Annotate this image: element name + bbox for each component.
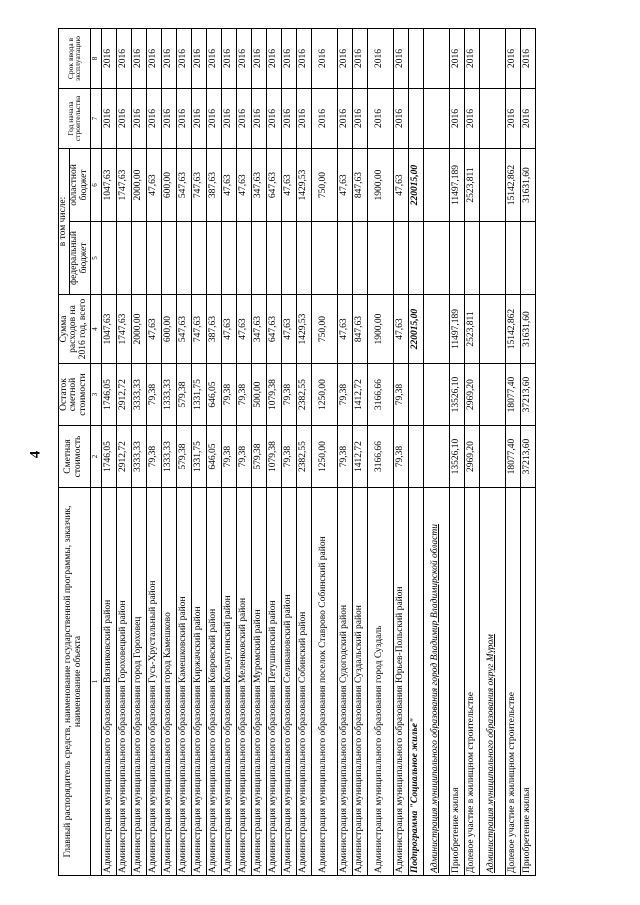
table-cell-c4: 47,63 bbox=[281, 295, 296, 364]
table-cell-c5 bbox=[206, 222, 221, 295]
table-cell-c2: 1333,33 bbox=[161, 426, 176, 488]
table-cell-c6: 750,00 bbox=[311, 149, 337, 222]
table-cell-c4 bbox=[479, 295, 505, 364]
table-cell-c3: 3166,66 bbox=[367, 364, 393, 426]
table-cell-c7: 2016 bbox=[281, 89, 296, 149]
table-cell-c5 bbox=[296, 222, 311, 295]
table-cell-c6: 47,63 bbox=[337, 149, 352, 222]
table-cell-c2: 79,38 bbox=[146, 426, 161, 488]
table-row bbox=[266, 29, 281, 876]
table-cell-c6: 1900,00 bbox=[367, 149, 393, 222]
table-cell-c2: 1331,75 bbox=[191, 426, 206, 488]
table-cell-c6 bbox=[479, 149, 505, 222]
table-cell-c2: 13526,10 bbox=[449, 426, 464, 488]
table-cell-c4: 847,63 bbox=[352, 295, 367, 364]
table-cell-c7 bbox=[479, 89, 505, 149]
table-cell-c4 bbox=[423, 295, 449, 364]
table-cell-c4: 750,00 bbox=[311, 295, 337, 364]
table-cell-c4: 1429,53 bbox=[296, 295, 311, 364]
table-cell-c1: Администрация муниципального образования город Камешково bbox=[161, 488, 176, 876]
table-cell-c7: 2016 bbox=[367, 89, 393, 149]
table-cell-c4: 11497,189 bbox=[449, 295, 464, 364]
header-recipient: Главный распорядитель средств, наименование государственной программы, заказчик, наименование объекта bbox=[59, 488, 91, 876]
table-cell-c4: 15142,862 bbox=[505, 295, 520, 364]
table-cell-c8: 2016 bbox=[352, 29, 367, 89]
table-cell-c5 bbox=[367, 222, 393, 295]
table-cell-c6: 2000,00 bbox=[131, 149, 146, 222]
table-cell-c5 bbox=[393, 222, 408, 295]
table-cell-c5 bbox=[352, 222, 367, 295]
table-cell-c6: 1047,63 bbox=[101, 149, 116, 222]
table-cell-c1: Администрация муниципального образования Кольчугинский район bbox=[221, 488, 236, 876]
table-cell-c4: 47,63 bbox=[236, 295, 251, 364]
table-cell-c6: 47,63 bbox=[236, 149, 251, 222]
table-cell-c4: 1047,63 bbox=[101, 295, 116, 364]
table-cell-c7: 2016 bbox=[520, 89, 535, 149]
table-cell-c2: 2969,20 bbox=[464, 426, 479, 488]
table-cell-c5 bbox=[479, 222, 505, 295]
table-cell-c6: 847,63 bbox=[352, 149, 367, 222]
table-cell-c2 bbox=[408, 426, 423, 488]
index-cell: 8 bbox=[90, 29, 101, 89]
header-remaining-cost: Остаток сметной стоимости bbox=[59, 364, 91, 426]
table-cell-c1: Администрация муниципального образования Меленковский район bbox=[236, 488, 251, 876]
table-cell-c2: 1079,38 bbox=[266, 426, 281, 488]
table-cell-c6: 2523,811 bbox=[464, 149, 479, 222]
table-cell-c1: Администрация муниципального образования Вязниковский район bbox=[101, 488, 116, 876]
table-cell-c4: 1900,00 bbox=[367, 295, 393, 364]
table-cell-c1: Администрация муниципального образования Камешковский район bbox=[176, 488, 191, 876]
table-cell-c7: 2016 bbox=[206, 89, 221, 149]
table-cell-c7 bbox=[408, 89, 423, 149]
table-cell-c8 bbox=[408, 29, 423, 89]
table-cell-c5 bbox=[116, 222, 131, 295]
table-cell-c3: 646,05 bbox=[206, 364, 221, 426]
table-cell-c7: 2016 bbox=[296, 89, 311, 149]
index-cell: 4 bbox=[90, 295, 101, 364]
table-cell-c4: 2523,811 bbox=[464, 295, 479, 364]
table-cell-c5 bbox=[423, 222, 449, 295]
table-cell-c5 bbox=[449, 222, 464, 295]
index-cell: 2 bbox=[90, 426, 101, 488]
table-cell-c7: 2016 bbox=[116, 89, 131, 149]
table-cell-c4: 47,63 bbox=[146, 295, 161, 364]
table-cell-c8: 2016 bbox=[251, 29, 266, 89]
table-cell-c3 bbox=[408, 364, 423, 426]
table-cell-c6: 600,00 bbox=[161, 149, 176, 222]
table-cell-c5 bbox=[311, 222, 337, 295]
table-cell-c6: 47,63 bbox=[393, 149, 408, 222]
table-cell-c6: 47,63 bbox=[281, 149, 296, 222]
table-cell-c7: 2016 bbox=[311, 89, 337, 149]
table-cell-c6: 347,63 bbox=[251, 149, 266, 222]
table-cell-c6: 747,63 bbox=[191, 149, 206, 222]
header-regional-budget: областной бюджет bbox=[69, 149, 90, 222]
table-cell-c1: Администрация муниципального образования Судогодский район bbox=[337, 488, 352, 876]
table-cell-c3: 79,38 bbox=[236, 364, 251, 426]
table-row bbox=[393, 29, 408, 876]
header-estimated-cost: Сметная стоимость bbox=[59, 426, 91, 488]
table-cell-c3: 500,00 bbox=[251, 364, 266, 426]
table-cell-c6: 220015,00 bbox=[408, 149, 423, 222]
table-cell-c2 bbox=[479, 426, 505, 488]
table-cell-c5 bbox=[101, 222, 116, 295]
table-row bbox=[311, 29, 337, 876]
table-cell-c8: 2016 bbox=[505, 29, 520, 89]
table-row bbox=[520, 29, 535, 876]
table-cell-c7: 2016 bbox=[131, 89, 146, 149]
table-cell-c8 bbox=[423, 29, 449, 89]
table-cell-c2: 2912,72 bbox=[116, 426, 131, 488]
table-cell-c8: 2016 bbox=[449, 29, 464, 89]
table-cell-c4: 747,63 bbox=[191, 295, 206, 364]
table-cell-c7: 2016 bbox=[393, 89, 408, 149]
table-cell-c4: 2000,00 bbox=[131, 295, 146, 364]
table-cell-c4: 647,63 bbox=[266, 295, 281, 364]
table-cell-c5 bbox=[161, 222, 176, 295]
table-cell-c3: 79,38 bbox=[393, 364, 408, 426]
table-cell-c1: Администрация муниципального образования город Суздаль bbox=[367, 488, 393, 876]
table-cell-c6: 47,63 bbox=[221, 149, 236, 222]
table-cell-c6: 1747,63 bbox=[116, 149, 131, 222]
header-total-2016: Сумма расходов на 2016 год, всего bbox=[59, 295, 91, 364]
table-cell-c7: 2016 bbox=[101, 89, 116, 149]
table-cell-c5 bbox=[266, 222, 281, 295]
table-cell-c4: 47,63 bbox=[337, 295, 352, 364]
table-cell-c1: Администрация муниципального образования Петушинский район bbox=[266, 488, 281, 876]
table-cell-c2: 646,05 bbox=[206, 426, 221, 488]
table-cell-c6: 387,63 bbox=[206, 149, 221, 222]
table-cell-c4: 347,63 bbox=[251, 295, 266, 364]
table-row bbox=[116, 29, 131, 876]
table-row bbox=[281, 29, 296, 876]
table-cell-c3: 2969,20 bbox=[464, 364, 479, 426]
table-cell-c8: 2016 bbox=[367, 29, 393, 89]
table-row bbox=[221, 29, 236, 876]
table-cell-c1: Администрация муниципального образования округ Муром bbox=[479, 488, 505, 876]
table-cell-c3 bbox=[479, 364, 505, 426]
table-cell-c1: Администрация муниципального образования Муромский район bbox=[251, 488, 266, 876]
table-cell-c2: 79,38 bbox=[281, 426, 296, 488]
table-row bbox=[131, 29, 146, 876]
table-cell-c2: 37213,60 bbox=[520, 426, 535, 488]
table-cell-c5 bbox=[408, 222, 423, 295]
table-cell-c5 bbox=[464, 222, 479, 295]
table-cell-c8: 2016 bbox=[146, 29, 161, 89]
table-cell-c4: 600,00 bbox=[161, 295, 176, 364]
table-cell-c2: 79,38 bbox=[236, 426, 251, 488]
table-row bbox=[479, 29, 505, 876]
table-row bbox=[423, 29, 449, 876]
page-number: 4 bbox=[27, 450, 44, 459]
table-body bbox=[101, 29, 535, 876]
table-cell-c3: 2912,72 bbox=[116, 364, 131, 426]
table-cell-c8: 2016 bbox=[176, 29, 191, 89]
table-cell-c8: 2016 bbox=[296, 29, 311, 89]
table-cell-c1: Долевое участие в жилищном строительстве bbox=[505, 488, 520, 876]
table-cell-c7: 2016 bbox=[236, 89, 251, 149]
header-including: в том числе: bbox=[59, 149, 70, 295]
table-cell-c4: 220015,00 bbox=[408, 295, 423, 364]
table-cell-c5 bbox=[337, 222, 352, 295]
table-row bbox=[408, 29, 423, 876]
table-cell-c2: 1746,05 bbox=[101, 426, 116, 488]
table-cell-c7: 2016 bbox=[221, 89, 236, 149]
table-cell-c4: 31631,60 bbox=[520, 295, 535, 364]
table-cell-c1: Администрация муниципального образования поселок Ставрово Собинский район bbox=[311, 488, 337, 876]
table-cell-c2: 18077,40 bbox=[505, 426, 520, 488]
table-cell-c1: Администрация муниципального образования Ковровский район bbox=[206, 488, 221, 876]
table-cell-c4: 47,63 bbox=[221, 295, 236, 364]
table-cell-c4: 547,63 bbox=[176, 295, 191, 364]
table-row bbox=[449, 29, 464, 876]
table-cell-c8: 2016 bbox=[221, 29, 236, 89]
table-cell-c3: 1331,75 bbox=[191, 364, 206, 426]
table-cell-c8: 2016 bbox=[281, 29, 296, 89]
table-cell-c7: 2016 bbox=[449, 89, 464, 149]
header-commissioning: Срок ввода в эксплуатацию bbox=[59, 29, 91, 89]
table-cell-c2: 2382,55 bbox=[296, 426, 311, 488]
table-cell-c6: 31631,60 bbox=[520, 149, 535, 222]
table-cell-c5 bbox=[176, 222, 191, 295]
table-cell-c7: 2016 bbox=[251, 89, 266, 149]
table-cell-c8: 2016 bbox=[206, 29, 221, 89]
table-cell-c6: 1429,53 bbox=[296, 149, 311, 222]
table-cell-c1: Администрация муниципального образования Юрьев-Польский район bbox=[393, 488, 408, 876]
table-cell-c3: 1250,00 bbox=[311, 364, 337, 426]
index-cell: 5 bbox=[90, 222, 101, 295]
table-cell-c8: 2016 bbox=[101, 29, 116, 89]
table-cell-c6: 647,63 bbox=[266, 149, 281, 222]
table-cell-c3: 1412,72 bbox=[352, 364, 367, 426]
table-cell-c2: 3166,66 bbox=[367, 426, 393, 488]
table-cell-c6: 547,63 bbox=[176, 149, 191, 222]
table-row bbox=[464, 29, 479, 876]
table-cell-c1: Приобретение жилья bbox=[449, 488, 464, 876]
table-cell-c3: 79,38 bbox=[281, 364, 296, 426]
table-cell-c5 bbox=[146, 222, 161, 295]
header-federal-budget: федеральный бюджет bbox=[69, 222, 90, 295]
table-row bbox=[251, 29, 266, 876]
table-cell-c8: 2016 bbox=[266, 29, 281, 89]
table-cell-c3: 13526,10 bbox=[449, 364, 464, 426]
table-cell-c1: Долевое участие в жилищном строительстве bbox=[464, 488, 479, 876]
table-row bbox=[296, 29, 311, 876]
table-cell-c7 bbox=[423, 89, 449, 149]
table-cell-c5 bbox=[236, 222, 251, 295]
table-cell-c4: 387,63 bbox=[206, 295, 221, 364]
table-row bbox=[161, 29, 176, 876]
table-cell-c7: 2016 bbox=[161, 89, 176, 149]
table-cell-c3: 2382,55 bbox=[296, 364, 311, 426]
table-cell-c5 bbox=[281, 222, 296, 295]
table-cell-c7: 2016 bbox=[191, 89, 206, 149]
table-row bbox=[146, 29, 161, 876]
table-cell-c7: 2016 bbox=[176, 89, 191, 149]
table-cell-c8: 2016 bbox=[191, 29, 206, 89]
table-cell-c3: 579,38 bbox=[176, 364, 191, 426]
table-row bbox=[352, 29, 367, 876]
table-cell-c1: Администрация муниципального образования город Владимир Владимирской области bbox=[423, 488, 449, 876]
table-cell-c7: 2016 bbox=[352, 89, 367, 149]
table-cell-c5 bbox=[505, 222, 520, 295]
table-cell-c2 bbox=[423, 426, 449, 488]
table-row bbox=[367, 29, 393, 876]
table-cell-c7: 2016 bbox=[337, 89, 352, 149]
table-cell-c1: Приобретение жилья bbox=[520, 488, 535, 876]
table-cell-c5 bbox=[520, 222, 535, 295]
table-row bbox=[337, 29, 352, 876]
table-cell-c3: 1333,33 bbox=[161, 364, 176, 426]
table-cell-c8 bbox=[479, 29, 505, 89]
table-cell-c1: Администрация муниципального образования Киржачский район bbox=[191, 488, 206, 876]
table-cell-c7: 2016 bbox=[146, 89, 161, 149]
table-cell-c8: 2016 bbox=[311, 29, 337, 89]
table-cell-c8: 2016 bbox=[116, 29, 131, 89]
table-cell-c1: Подпрограмма "Социальное жилье" bbox=[408, 488, 423, 876]
table-cell-c4: 1747,63 bbox=[116, 295, 131, 364]
table-cell-c8: 2016 bbox=[520, 29, 535, 89]
table-cell-c2: 579,38 bbox=[176, 426, 191, 488]
table-cell-c1: Администрация муниципального образования Собинский район bbox=[296, 488, 311, 876]
table-cell-c6 bbox=[423, 149, 449, 222]
table-cell-c5 bbox=[131, 222, 146, 295]
table-cell-c8: 2016 bbox=[464, 29, 479, 89]
table-cell-c1: Администрация муниципального образования Гусь-Хрустальный район bbox=[146, 488, 161, 876]
table-row bbox=[236, 29, 251, 876]
table-cell-c3: 18077,40 bbox=[505, 364, 520, 426]
table-cell-c8: 2016 bbox=[131, 29, 146, 89]
table-cell-c4: 47,63 bbox=[393, 295, 408, 364]
table-cell-c1: Администрация муниципального образования Суздальский район bbox=[352, 488, 367, 876]
index-cell: 3 bbox=[90, 364, 101, 426]
table-cell-c8: 2016 bbox=[337, 29, 352, 89]
table-cell-c3: 79,38 bbox=[337, 364, 352, 426]
table-cell-c3: 79,38 bbox=[146, 364, 161, 426]
table-cell-c3: 37213,60 bbox=[520, 364, 535, 426]
table-cell-c8: 2016 bbox=[161, 29, 176, 89]
table-cell-c2: 579,38 bbox=[251, 426, 266, 488]
table-cell-c6: 11497,189 bbox=[449, 149, 464, 222]
budget-table bbox=[58, 28, 536, 876]
table-cell-c2: 79,38 bbox=[337, 426, 352, 488]
table-cell-c7: 2016 bbox=[464, 89, 479, 149]
table-cell-c1: Администрация муниципального образования Гороховецкий район bbox=[116, 488, 131, 876]
table-row bbox=[191, 29, 206, 876]
table-cell-c1: Администрация муниципального образования Селивановский район bbox=[281, 488, 296, 876]
table-cell-c2: 3333,33 bbox=[131, 426, 146, 488]
table-cell-c8: 2016 bbox=[393, 29, 408, 89]
index-cell: 7 bbox=[90, 89, 101, 149]
table-cell-c2: 79,38 bbox=[221, 426, 236, 488]
table-row bbox=[101, 29, 116, 876]
table-cell-c5 bbox=[251, 222, 266, 295]
table-cell-c3 bbox=[423, 364, 449, 426]
table-cell-c5 bbox=[191, 222, 206, 295]
table-cell-c8: 2016 bbox=[236, 29, 251, 89]
table-cell-c1: Администрация муниципального образования город Гороховец bbox=[131, 488, 146, 876]
table-row bbox=[206, 29, 221, 876]
index-cell: 1 bbox=[90, 488, 101, 876]
table-row bbox=[505, 29, 520, 876]
table-cell-c2: 1250,00 bbox=[311, 426, 337, 488]
table-cell-c3: 1746,05 bbox=[101, 364, 116, 426]
table-cell-c5 bbox=[221, 222, 236, 295]
table-row bbox=[176, 29, 191, 876]
table-cell-c6: 47,63 bbox=[146, 149, 161, 222]
rotated-table-wrapper bbox=[58, 28, 608, 876]
table-cell-c7: 2016 bbox=[266, 89, 281, 149]
table-cell-c3: 3333,33 bbox=[131, 364, 146, 426]
header-start-year: Год начала строительства bbox=[59, 89, 91, 149]
table-cell-c6: 15142,862 bbox=[505, 149, 520, 222]
table-cell-c7: 2016 bbox=[505, 89, 520, 149]
table-cell-c3: 1079,38 bbox=[266, 364, 281, 426]
table-cell-c2: 1412,72 bbox=[352, 426, 367, 488]
index-cell: 6 bbox=[90, 149, 101, 222]
table-cell-c2: 79,38 bbox=[393, 426, 408, 488]
table-cell-c3: 79,38 bbox=[221, 364, 236, 426]
